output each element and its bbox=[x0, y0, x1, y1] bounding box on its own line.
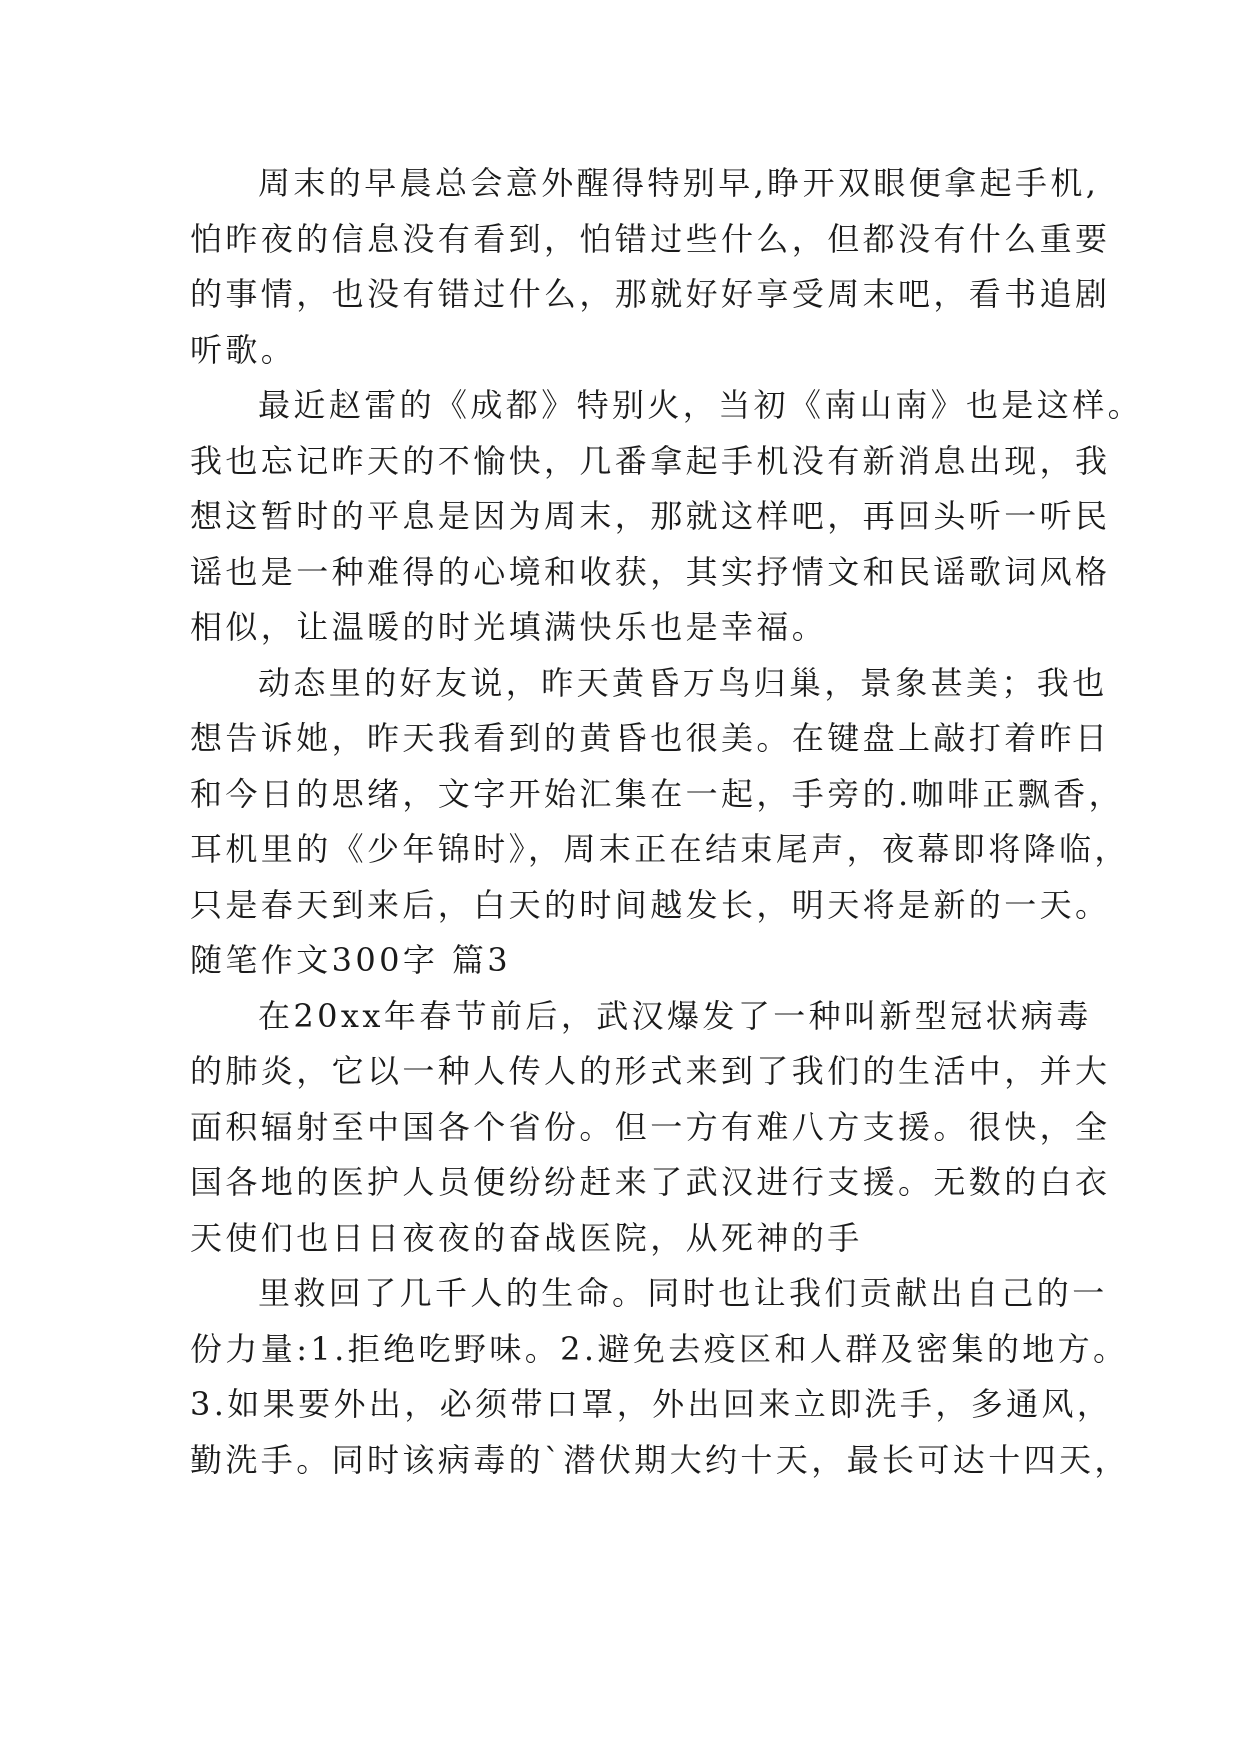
text-line: 相似，让温暖的时光填满快乐也是幸福。 bbox=[190, 608, 828, 646]
text-line: 怕昨夜的信息没有看到，怕错过些什么，但都没有什么重要 bbox=[190, 219, 1111, 258]
text-line: 周末的早晨总会意外醒得特别早,睁开双眼便拿起手机, bbox=[258, 164, 1100, 202]
document-body bbox=[190, 156, 1144, 1488]
paragraph-dusk bbox=[190, 656, 1130, 934]
paragraph-chengdu-song bbox=[190, 378, 1144, 656]
text-line: 勤洗手。同时该病毒的`潜伏期大约十天，最长可达十四天， bbox=[190, 1440, 1130, 1479]
text-line: 和今日的思绪，文字开始汇集在一起，手旁的.咖啡正飘香， bbox=[190, 774, 1124, 813]
text-line: 3.如果要外出，必须带口罩，外出回来立即洗手，多通风， bbox=[190, 1385, 1113, 1423]
section-heading bbox=[190, 933, 1090, 989]
text-line: 在20xx年春节前后，武汉爆发了一种叫新型冠状病毒 bbox=[258, 996, 1092, 1035]
text-line: 最近赵雷的《成都》特别火，当初《南山南》也是这样。 bbox=[258, 386, 1144, 424]
text-line: 的事情，也没有错过什么，那就好好享受周末吧，看书追剧 bbox=[190, 275, 1111, 313]
text-line: 想告诉她，昨天我看到的黄昏也很美。在键盘上敲打着昨日 bbox=[190, 719, 1111, 757]
text-line: 听歌。 bbox=[190, 330, 297, 369]
text-line: 里救回了几千人的生命。同时也让我们贡献出自己的一 bbox=[258, 1274, 1108, 1312]
text-line: 国各地的医护人员便纷纷赶来了武汉进行支援。无数的白衣 bbox=[190, 1163, 1111, 1201]
text-line: 耳机里的《少年锦时》，周末正在结束尾声，夜幕即将降临， bbox=[190, 830, 1130, 868]
section-title: 随笔作文300字 篇3 bbox=[190, 941, 512, 979]
text-line: 份力量:1.拒绝吃野味。2.避免去疫区和人群及密集的地方。 bbox=[190, 1329, 1129, 1368]
text-line: 面积辐射至中国各个省份。但一方有难八方支援。很快，全 bbox=[190, 1107, 1111, 1146]
paragraph-weekend-morning bbox=[190, 156, 1111, 378]
text-line: 只是春天到来后，白天的时间越发长，明天将是新的一天。 bbox=[190, 885, 1111, 924]
text-line: 的肺炎，它以一种人传人的形式来到了我们的生活中，并大 bbox=[190, 1052, 1111, 1090]
text-line: 动态里的好友说，昨天黄昏万鸟归巢，景象甚美；我也 bbox=[258, 663, 1108, 702]
paragraph-wuhan bbox=[190, 989, 1111, 1267]
text-line: 我也忘记昨天的不愉快，几番拿起手机没有新消息出现，我 bbox=[190, 441, 1111, 480]
text-line: 天使们也日日夜夜的奋战医院，从死神的手 bbox=[190, 1218, 863, 1257]
text-line: 想这暂时的平息是因为周末，那就这样吧，再回头听一听民 bbox=[190, 497, 1111, 535]
text-line: 谣也是一种难得的心境和收获，其实抒情文和民谣歌词风格 bbox=[190, 552, 1111, 591]
paragraph-precautions bbox=[190, 1266, 1130, 1488]
